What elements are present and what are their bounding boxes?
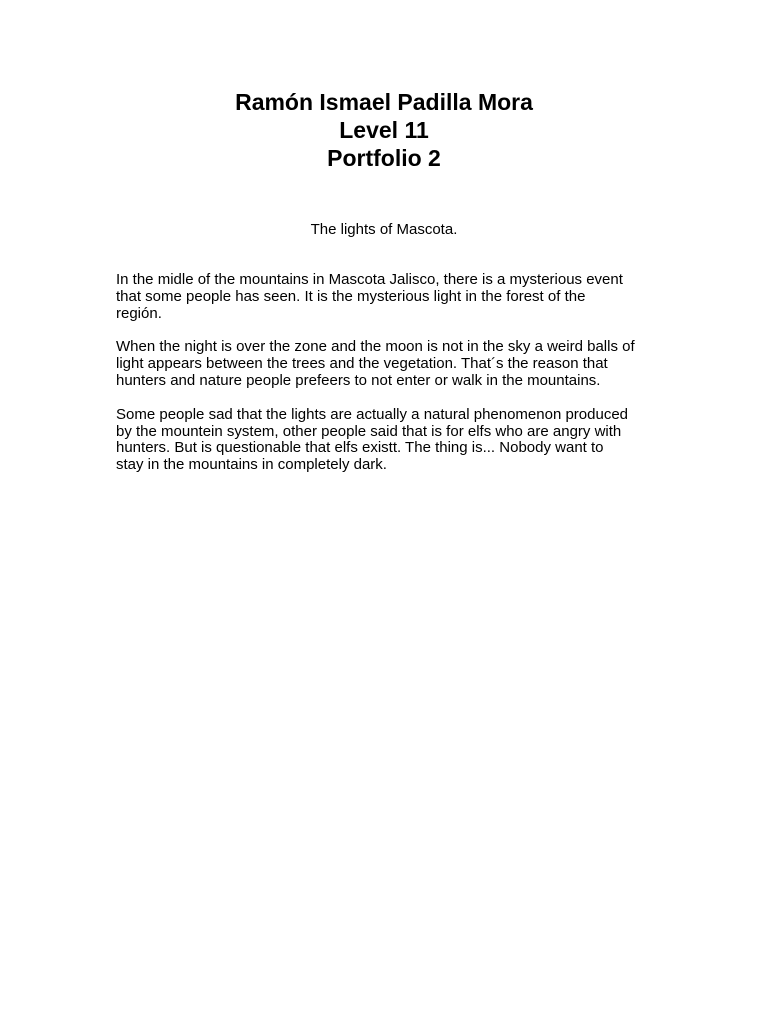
paragraph-3: Some people sad that the lights are actually a natural phenomenon produced by the mountein system, other people said that is for elfs who are angry with hunters. But is questionable that elfs existt. The thing is... Nobody want to stay in the mountains in completely dark. (116, 405, 629, 474)
level-label: Level 11 (339, 117, 429, 143)
author-name: Ramón Ismael Padilla Mora (235, 89, 533, 115)
document-heading (0, 88, 768, 172)
story-title: The lights of Mascota. (310, 221, 458, 238)
paragraph-2: When the night is over the zone and the moon is not in the sky a weird balls of light appears between the trees and the vegetation. That´s the reason that hunters and nature people prefeers to not enter or walk in the mountains. (116, 338, 635, 389)
paragraph-1: In the midle of the mountains in Mascota Jalisco, there is a mysterious event that some people has seen. It is the mysterious light in the forest of the región. (116, 271, 623, 322)
story-body (116, 272, 661, 491)
portfolio-label: Portfolio 2 (327, 145, 441, 171)
